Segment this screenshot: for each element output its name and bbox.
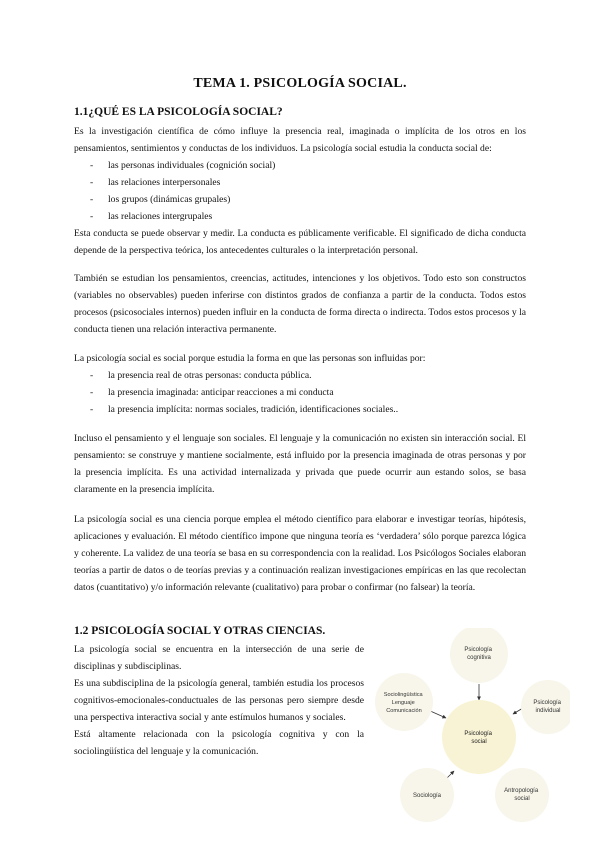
section-1-1-influence (74, 350, 526, 418)
paragraph-related: Está altamente relacionada con la psicología cognitiva y con la sociolingüística del lenguaje y la comunicación. (74, 729, 364, 757)
node-label: Sociología (412, 793, 442, 799)
paragraph-observable: Esta conducta se puede observar y medir. La conducta es públicamente verificable. El significado de dicha conducta depende de la perspectiva teórica, los antecedentes culturales o la interpretación personal. (74, 228, 526, 256)
list-item: - las personas individuales (cognición social) (74, 157, 526, 174)
list-item: - las relaciones interpersonales (74, 174, 526, 191)
node-label: Psicología individual (533, 700, 562, 714)
paragraph-intersection: La psicología social se encuentra en la intersección de una serie de disciplinas y subdisciplinas. (74, 644, 364, 672)
node-label: Psicología cognitiva (464, 647, 493, 661)
section-1-2-body (74, 641, 364, 760)
list-item: - los grupos (dinámicas grupales) (74, 191, 526, 208)
list-item: - la presencia imaginada: anticipar reacciones a mi conducta (74, 384, 526, 401)
section-heading-1-1: 1.1¿QUÉ ES LA PSICOLOGÍA SOCIAL? (74, 106, 283, 118)
paragraph-influence: La psicología social es social porque estudia la forma en que las personas son influidas por: (74, 353, 426, 364)
paragraph-constructs: También se estudian los pensamientos, creencias, actitudes, intenciones y los objetivos. Todo esto son constructos (variables no observables) pueden inferirse con distintos grados de confianza a partir de la conducta. Todos estos procesos (psicosociales internos) pueden influir en la conducta de forma directa o indirecta. Todos estos procesos y la conducta tienen una relación interactiva permanente. (74, 273, 526, 335)
presence-list (74, 367, 526, 418)
list-item: - la presencia real de otras personas: conducta pública. (74, 367, 526, 384)
diagram-node-anthropology (495, 768, 549, 822)
intro-paragraph: Es la investigación científica de cómo influye la presencia real, imaginada o implícita de los otros en los pensamientos, sentimientos y conductas de los individuos. La psicología social estudia la conducta social de: (74, 126, 526, 154)
node-label: Antropología social (504, 788, 539, 802)
paragraph-thought-language: Incluso el pensamiento y el lenguaje son sociales. El lenguaje y la comunicación no existen sin interacción social. El pensamiento: se construye y mantiene socialmente, está influido por la presencia imaginada de otras personas y por la presencia implícita. Es una actividad internalizada y privada que puede ocurrir aun estando solos, se basa claramente en la presencia implícita. (74, 433, 526, 495)
diagram-center-node (442, 700, 516, 774)
paragraph-subdiscipline: Es una subdisciplina de la psicología general, también estudia los procesos cognitivos-emocionales-conductuales de las personas pero siempre desde una perspectiva interactiva social y ante estímulos humanos y sociales. (74, 678, 364, 723)
disciplines-diagram (370, 628, 570, 843)
diagram-node-individual (521, 680, 570, 734)
section-1-1-body (74, 123, 526, 259)
list-item: - las relaciones intergrupales (74, 208, 526, 225)
paragraph-science: La psicología social es una ciencia porque emplea el método científico para elaborar e investigar teorías, hipótesis, aplicaciones y evaluación. El método científico impone que ninguna teoría es ‘verdadera’ sólo porque parezca lógica y coherente. La validez de una teoría se basa en su correspondencia con la realidad. Los Psicólogos Sociales elaboran teorías a partir de datos o de teorías previas y a continuación realizan investigaciones empíricas en las que recolectan datos (cuantitativo) y/o información relevante (cualitativo) para probar o confirmar (no falsear) la teoría. (74, 514, 526, 593)
page-title: TEMA 1. PSICOLOGÍA SOCIAL. (193, 76, 407, 91)
list-item: - la presencia implícita: normas sociales, tradición, identificaciones sociales.. (74, 401, 526, 418)
conduct-list (74, 157, 526, 225)
section-heading-1-2: 1.2 PSICOLOGÍA SOCIAL Y OTRAS CIENCIAS. (74, 625, 326, 637)
center-label: Psicología social (464, 731, 493, 745)
node-label: Sociolingüística Lenguaje Comunicación (383, 692, 423, 714)
